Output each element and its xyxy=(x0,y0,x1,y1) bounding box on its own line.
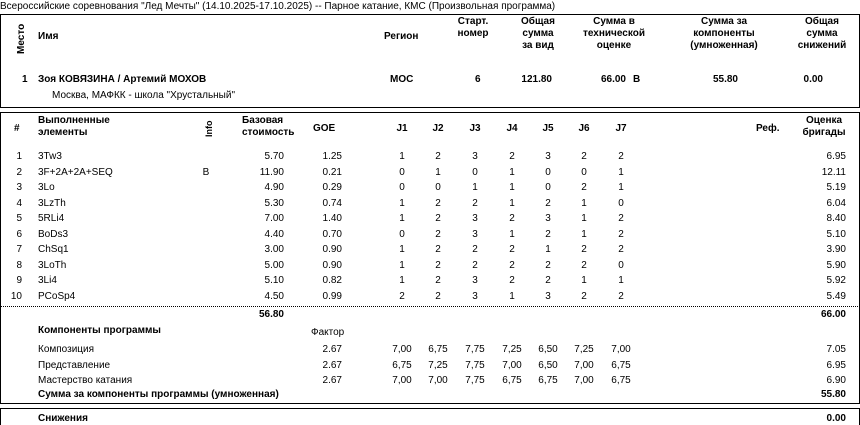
element-name: PCoSp4 xyxy=(38,290,76,302)
summary-deductions: 0.00 xyxy=(803,74,823,85)
judge-mark-6: 2 xyxy=(581,290,587,302)
element-info: B xyxy=(202,166,210,178)
judge-mark-1: 1 xyxy=(399,259,405,271)
judge-mark-6: 2 xyxy=(581,244,587,255)
element-score: 8.40 xyxy=(826,213,846,224)
col-name-header: Имя xyxy=(38,31,59,42)
component-judge-mark-3: 7,75 xyxy=(465,375,485,386)
element-score: 5.19 xyxy=(826,182,846,193)
element-goe: 0.21 xyxy=(322,166,342,178)
judge-mark-1: 1 xyxy=(399,197,405,209)
element-name: 3Tw3 xyxy=(38,151,62,162)
component-judge-mark-4: 7,00 xyxy=(502,359,522,371)
judge-mark-4: 2 xyxy=(509,259,515,271)
col-place-header: Место xyxy=(16,23,27,54)
judge-mark-5: 3 xyxy=(545,290,551,302)
judge-header-1: J1 xyxy=(396,123,408,134)
judge-header-2: J2 xyxy=(432,123,444,134)
judge-mark-5: 2 xyxy=(545,259,551,271)
element-goe: 0.90 xyxy=(322,244,342,255)
summary-tes-mark: B xyxy=(633,74,641,85)
judge-mark-6: 1 xyxy=(581,228,587,240)
element-num: 8 xyxy=(16,259,22,271)
deductions-label: Снижения xyxy=(38,413,88,424)
col-deductions-header: Общая сумма снижений xyxy=(797,16,847,51)
element-base-value: 4.40 xyxy=(264,228,284,240)
component-factor: 2.67 xyxy=(322,359,342,371)
element-goe: 1.25 xyxy=(322,151,342,162)
component-judge-mark-6: 7,00 xyxy=(574,375,594,386)
component-factor: 2.67 xyxy=(322,375,342,386)
element-name: 3Li4 xyxy=(38,275,57,286)
judge-mark-6: 1 xyxy=(581,197,587,209)
element-goe: 0.70 xyxy=(322,228,342,240)
judge-mark-3: 3 xyxy=(472,213,478,224)
component-judge-mark-1: 7,00 xyxy=(392,375,412,386)
element-num: 5 xyxy=(16,213,22,224)
judge-mark-5: 2 xyxy=(545,275,551,286)
summary-region: МОС xyxy=(390,74,414,85)
judge-header-4: J4 xyxy=(506,123,518,134)
component-score: 6.95 xyxy=(826,359,846,371)
element-base-value: 5.30 xyxy=(264,197,284,209)
element-name: ChSq1 xyxy=(38,244,69,255)
judge-mark-2: 2 xyxy=(435,151,441,162)
judge-mark-1: 0 xyxy=(399,182,405,193)
judge-mark-6: 0 xyxy=(581,166,587,178)
judge-mark-7: 2 xyxy=(618,213,624,224)
col-start-header: Старт. номер xyxy=(457,16,489,39)
element-base-value: 7.00 xyxy=(264,213,284,224)
element-base-value: 5.10 xyxy=(264,275,284,286)
component-judge-mark-3: 7,75 xyxy=(465,344,485,355)
judge-header-6: J6 xyxy=(578,123,590,134)
component-judge-mark-7: 6,75 xyxy=(611,359,631,371)
component-factor: 2.67 xyxy=(322,344,342,355)
element-num: 1 xyxy=(16,151,22,162)
skater-names: Зоя КОВЯЗИНА / Артемий МОХОВ xyxy=(38,74,207,85)
judge-mark-2: 2 xyxy=(435,290,441,302)
judge-header-3: J3 xyxy=(469,123,481,134)
judge-mark-4: 1 xyxy=(509,228,515,240)
judge-mark-4: 1 xyxy=(509,166,515,178)
element-score: 5.10 xyxy=(826,228,846,240)
judge-mark-6: 2 xyxy=(581,259,587,271)
component-judge-mark-2: 7,00 xyxy=(428,375,448,386)
judge-mark-7: 0 xyxy=(618,259,624,271)
judge-mark-4: 1 xyxy=(509,290,515,302)
judge-mark-1: 1 xyxy=(399,275,405,286)
element-base-value: 4.50 xyxy=(264,290,284,302)
judge-mark-3: 2 xyxy=(472,244,478,255)
judge-mark-3: 3 xyxy=(472,290,478,302)
judge-mark-1: 2 xyxy=(399,290,405,302)
component-score: 7.05 xyxy=(826,344,846,355)
element-base-value: 5.70 xyxy=(264,151,284,162)
judge-header-7: J7 xyxy=(615,123,627,134)
summary-top-rule xyxy=(0,14,860,15)
judge-mark-5: 0 xyxy=(545,182,551,193)
judge-mark-5: 3 xyxy=(545,213,551,224)
element-num: 2 xyxy=(16,166,22,178)
element-base-value: 11.90 xyxy=(259,166,284,178)
judge-mark-5: 1 xyxy=(545,244,551,255)
element-goe: 0.29 xyxy=(322,182,342,193)
component-judge-mark-2: 6,75 xyxy=(428,344,448,355)
component-judge-mark-7: 6,75 xyxy=(611,375,631,386)
judge-mark-6: 2 xyxy=(581,182,587,193)
element-num: 3 xyxy=(16,182,22,193)
col-total-header: Общая сумма за вид xyxy=(521,16,555,51)
elements-top-rule xyxy=(0,112,860,113)
elements-bottom-rule xyxy=(0,403,860,404)
element-name: 3LzTh xyxy=(38,197,66,209)
element-num: 6 xyxy=(16,228,22,240)
col-element-header: Выполненные элементы xyxy=(38,115,110,138)
judge-mark-7: 1 xyxy=(618,166,624,178)
col-region-header: Регион xyxy=(384,31,419,42)
component-judge-mark-6: 7,00 xyxy=(574,359,594,371)
event-title: Всероссийские соревнования "Лед Мечты" (14.10.2025-17.10.2025) -- Парное катание, КМС (Произвольная программа) xyxy=(0,1,556,12)
element-base-value: 5.00 xyxy=(264,259,284,271)
element-goe: 0.99 xyxy=(322,290,342,302)
component-judge-mark-5: 6,50 xyxy=(538,344,558,355)
col-base-header: Базовая стоимость xyxy=(242,115,295,138)
judge-mark-4: 2 xyxy=(509,151,515,162)
score-total: 66.00 xyxy=(820,309,846,320)
col-pcs-header: Сумма за компоненты (умноженная) xyxy=(690,16,758,51)
component-name: Композиция xyxy=(38,344,95,355)
judge-mark-3: 1 xyxy=(472,182,478,193)
element-name: 5RLi4 xyxy=(38,213,65,224)
judge-mark-5: 2 xyxy=(545,197,551,209)
deductions-left-rule xyxy=(0,408,1,425)
judge-mark-1: 1 xyxy=(399,151,405,162)
component-judge-mark-6: 7,25 xyxy=(574,344,594,355)
element-name: 3LoTh xyxy=(38,259,67,271)
element-num: 7 xyxy=(16,244,22,255)
element-name: BoDs3 xyxy=(38,228,69,240)
component-name: Мастерство катания xyxy=(38,375,133,386)
judge-mark-2: 2 xyxy=(435,228,441,240)
judge-mark-6: 1 xyxy=(581,213,587,224)
component-name: Представление xyxy=(38,359,111,371)
element-score: 5.49 xyxy=(826,290,846,302)
component-judge-mark-2: 7,25 xyxy=(428,359,448,371)
col-info-header: Info xyxy=(204,120,214,137)
col-ref-header: Реф. xyxy=(756,123,780,134)
element-base-value: 3.00 xyxy=(264,244,284,255)
summary-bottom-rule xyxy=(0,107,860,108)
summary-tes: 66.00 xyxy=(600,74,626,85)
element-score: 3.90 xyxy=(826,244,846,255)
judge-mark-7: 2 xyxy=(618,151,624,162)
skater-club: Москва, МАФКК - школа "Хрустальный" xyxy=(52,90,236,101)
judge-mark-4: 2 xyxy=(509,244,515,255)
judge-mark-2: 2 xyxy=(435,244,441,255)
col-goe-header: GOE xyxy=(313,123,336,134)
deductions-value: 0.00 xyxy=(826,413,846,424)
element-score: 6.04 xyxy=(826,197,846,209)
judge-mark-2: 2 xyxy=(435,197,441,209)
judge-mark-6: 2 xyxy=(581,151,587,162)
judge-mark-7: 2 xyxy=(618,244,624,255)
judge-mark-2: 0 xyxy=(435,182,441,193)
components-total: 55.80 xyxy=(820,389,846,400)
component-judge-mark-5: 6,50 xyxy=(538,359,558,371)
element-name: 3F+2A+2A+SEQ xyxy=(38,166,113,178)
judge-mark-7: 0 xyxy=(618,197,624,209)
component-judge-mark-3: 7,75 xyxy=(465,359,485,371)
component-judge-mark-4: 6,75 xyxy=(502,375,522,386)
element-score: 12.11 xyxy=(821,166,846,178)
factor-label: Фактор xyxy=(311,327,345,338)
judge-mark-2: 2 xyxy=(435,213,441,224)
element-num: 10 xyxy=(10,290,22,302)
component-judge-mark-5: 6,75 xyxy=(538,375,558,386)
judge-mark-2: 1 xyxy=(435,166,441,178)
judge-mark-1: 0 xyxy=(399,228,405,240)
judge-mark-7: 2 xyxy=(618,290,624,302)
judge-header-5: J5 xyxy=(542,123,554,134)
element-score: 5.92 xyxy=(826,275,846,286)
judge-mark-1: 0 xyxy=(399,166,405,178)
judge-mark-3: 3 xyxy=(472,275,478,286)
judge-mark-7: 1 xyxy=(618,182,624,193)
element-base-value: 4.90 xyxy=(264,182,284,193)
judge-mark-5: 0 xyxy=(545,166,551,178)
element-score: 5.90 xyxy=(826,259,846,271)
element-num: 4 xyxy=(16,197,22,209)
col-tes-header: Сумма в технической оценке xyxy=(582,16,645,51)
element-goe: 0.74 xyxy=(322,197,342,209)
base-total: 56.80 xyxy=(258,309,284,320)
col-num-header: # xyxy=(14,123,20,134)
judge-mark-4: 2 xyxy=(509,213,515,224)
judge-mark-3: 0 xyxy=(472,166,478,178)
summary-left-rule xyxy=(0,14,1,108)
judge-mark-4: 2 xyxy=(509,275,515,286)
element-goe: 1.40 xyxy=(322,213,342,224)
judge-mark-6: 1 xyxy=(581,275,587,286)
element-goe: 0.90 xyxy=(322,259,342,271)
judge-mark-3: 2 xyxy=(472,197,478,209)
component-judge-mark-7: 7,00 xyxy=(611,344,631,355)
component-score: 6.90 xyxy=(826,375,846,386)
judge-mark-3: 3 xyxy=(472,151,478,162)
judge-mark-7: 1 xyxy=(618,275,624,286)
element-score: 6.95 xyxy=(826,151,846,162)
judge-mark-2: 2 xyxy=(435,275,441,286)
judge-mark-1: 1 xyxy=(399,213,405,224)
element-name: 3Lo xyxy=(38,182,55,193)
element-num: 9 xyxy=(16,275,22,286)
element-goe: 0.82 xyxy=(322,275,342,286)
component-judge-mark-4: 7,25 xyxy=(502,344,522,355)
judge-mark-7: 2 xyxy=(618,228,624,240)
judge-mark-4: 1 xyxy=(509,197,515,209)
elements-total-rule xyxy=(0,306,860,307)
judge-mark-5: 2 xyxy=(545,228,551,240)
components-total-label: Сумма за компоненты программы (умноженная) xyxy=(38,389,279,400)
judge-mark-3: 2 xyxy=(472,259,478,271)
component-judge-mark-1: 6,75 xyxy=(392,359,412,371)
judge-mark-4: 1 xyxy=(509,182,515,193)
judge-mark-5: 3 xyxy=(545,151,551,162)
summary-pcs: 55.80 xyxy=(712,74,738,85)
summary-place: 1 xyxy=(22,74,28,85)
component-judge-mark-1: 7,00 xyxy=(392,344,412,355)
judge-mark-2: 2 xyxy=(435,259,441,271)
summary-total: 121.80 xyxy=(521,74,552,85)
judge-mark-3: 3 xyxy=(472,228,478,240)
deductions-top-rule xyxy=(0,408,860,409)
summary-start-no: 6 xyxy=(475,74,481,85)
components-title: Компоненты программы xyxy=(38,325,161,336)
judge-mark-1: 1 xyxy=(399,244,405,255)
col-score-header: Оценка бригады xyxy=(802,115,846,138)
